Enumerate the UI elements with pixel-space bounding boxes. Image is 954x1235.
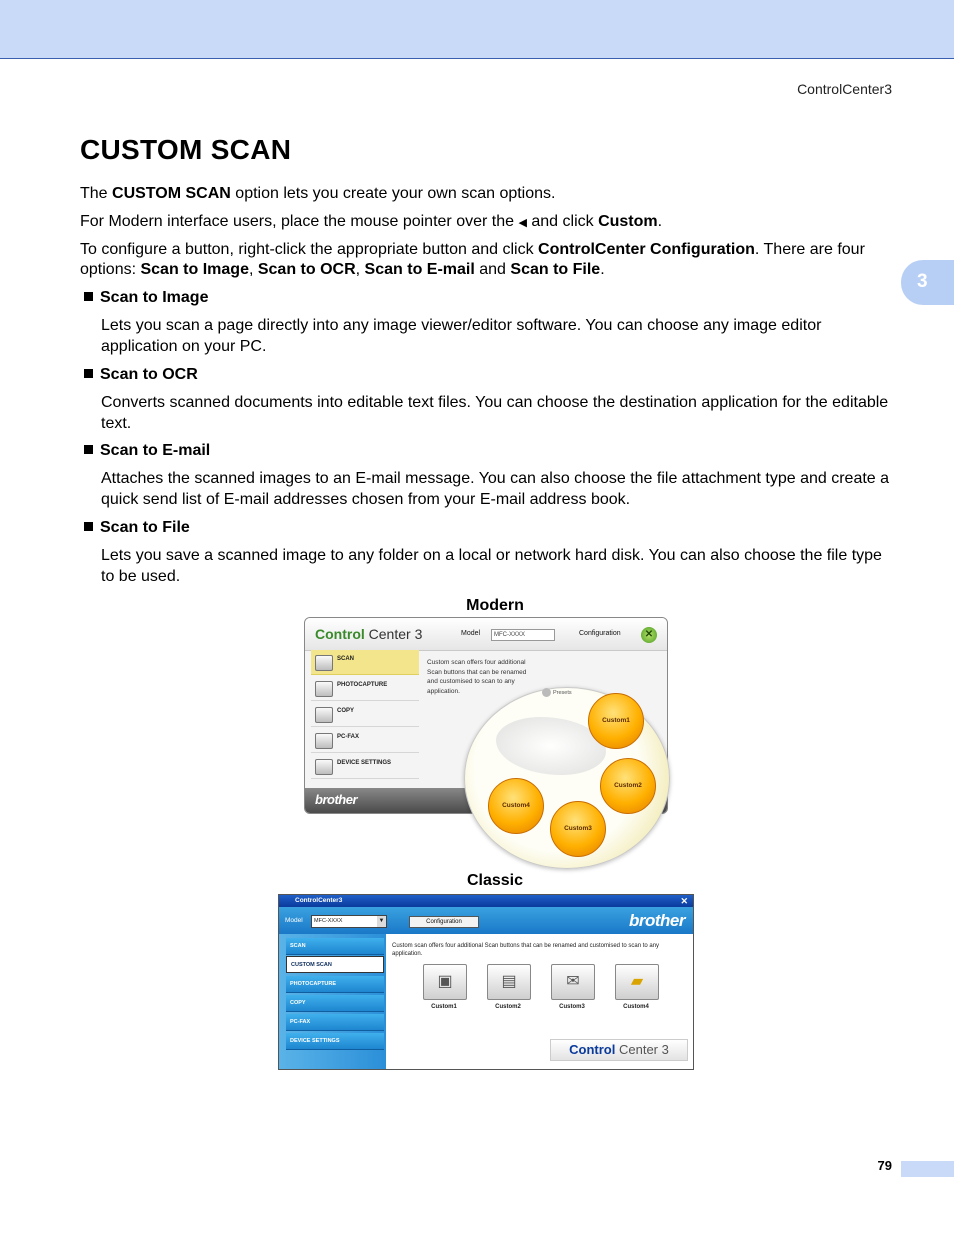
footer-band: [901, 1161, 954, 1177]
brother-logo: brother: [315, 792, 357, 807]
classic-nav-copy[interactable]: COPY: [286, 995, 384, 1012]
classic-titlebar: [279, 895, 693, 907]
chevron-down-icon[interactable]: ▼: [377, 916, 386, 927]
classic-sidebar: [279, 934, 386, 1069]
camera-icon: [315, 681, 333, 697]
page-number: 79: [877, 1158, 892, 1173]
chapter-tab: [901, 260, 954, 305]
custom4-button[interactable]: Custom4: [488, 778, 544, 834]
modern-toolbar: [305, 618, 667, 651]
chapter-number: 3: [917, 271, 928, 292]
header-band: [0, 0, 954, 59]
custom3-button[interactable]: Custom3: [550, 801, 606, 857]
presets-button[interactable]: Presets: [542, 688, 572, 697]
classic-nav-device-settings[interactable]: DEVICE SETTINGS: [286, 1033, 384, 1050]
device-settings-icon: [315, 759, 333, 775]
modern-item-pc-fax[interactable]: PC-FAX: [311, 728, 419, 753]
custom1-button[interactable]: ▣ Custom1: [423, 964, 465, 1010]
modern-item-photocapture[interactable]: PHOTOCAPTURE: [311, 676, 419, 701]
model-label: Model: [461, 630, 481, 637]
intro-paragraph-1: The CUSTOM SCAN option lets you create your own scan options.: [80, 185, 556, 202]
option-heading: Scan to OCR: [84, 365, 198, 385]
intro-paragraph-2: For Modern interface users, place the mouse pointer over the ◀ and click Custom.: [80, 213, 663, 230]
classic-nav-photocapture[interactable]: PHOTOCAPTURE: [286, 976, 384, 993]
custom2-button[interactable]: Custom2: [600, 758, 656, 814]
bullet-square-icon: [84, 292, 93, 301]
option-text: Converts scanned documents into editable text files. You can choose the destination application for the editable text.: [101, 394, 889, 432]
classic-main-panel: [386, 934, 693, 1069]
option-text: Lets you scan a page directly into any image viewer/editor software. You can choose any image editor application on your PC.: [101, 317, 822, 355]
classic-nav-pc-fax[interactable]: PC-FAX: [286, 1014, 384, 1031]
classic-nav-scan[interactable]: SCAN: [286, 938, 384, 955]
modern-description: Custom scan offers four additional Scan buttons that can be renamed and customised to scan to any application.: [427, 659, 527, 695]
modern-item-scan[interactable]: SCAN: [311, 650, 419, 675]
classic-nav-custom-scan[interactable]: CUSTOM SCAN: [286, 956, 384, 973]
document-icon: ▤: [487, 964, 531, 1000]
intro-paragraph-3: To configure a button, right-click the appropriate button and click ControlCenter Configuration. There are four options: Scan to Image, Scan to OCR, Scan to E-mail and Scan to File.: [80, 241, 865, 278]
classic-window-title: ControlCenter3: [295, 897, 343, 904]
fax-icon: [315, 733, 333, 749]
close-icon[interactable]: ✕: [680, 896, 688, 906]
modern-ui-screenshot: [304, 617, 668, 867]
arrow-left-icon: ◀: [518, 217, 527, 229]
copier-icon: [315, 707, 333, 723]
classic-description: Custom scan offers four additional Scan buttons that can be renamed and customised to scan to any application.: [392, 943, 660, 957]
bullet-square-icon: [84, 369, 93, 378]
caption-modern: Modern: [466, 597, 524, 614]
custom4-button[interactable]: ▰ Custom4: [615, 964, 657, 1010]
running-title: ControlCenter3: [797, 81, 892, 97]
modern-item-device-settings[interactable]: DEVICE SETTINGS: [311, 754, 419, 779]
bullet-square-icon: [84, 445, 93, 454]
model-select[interactable]: MFC-XXXX: [491, 629, 555, 641]
controlcenter-logo: Control Center 3: [315, 626, 423, 642]
custom3-button[interactable]: ✉ Custom3: [551, 964, 593, 1010]
custom2-button[interactable]: ▤ Custom2: [487, 964, 529, 1010]
presets-icon: [542, 688, 551, 697]
option-heading: Scan to File: [84, 518, 190, 538]
controlcenter-logo: Control Center 3: [550, 1039, 688, 1061]
caption-classic: Classic: [466, 872, 524, 889]
bullet-square-icon: [84, 522, 93, 531]
option-text: Attaches the scanned images to an E-mail message. You can also choose the file attachment type and create a quick send list of E-mail addresses chosen from your E-mail address book.: [101, 470, 890, 508]
folder-icon: ▰: [615, 964, 659, 1000]
envelope-icon: ✉: [551, 964, 595, 1000]
brother-logo: brother: [629, 911, 685, 930]
scanner-icon: [315, 655, 333, 671]
page-title: CUSTOM SCAN: [80, 134, 292, 165]
modern-item-copy[interactable]: COPY: [311, 702, 419, 727]
option-heading: Scan to Image: [84, 288, 208, 308]
configuration-button[interactable]: Configuration: [579, 630, 621, 637]
configuration-button[interactable]: Configuration: [409, 916, 479, 928]
classic-ui-screenshot: [278, 894, 694, 1070]
close-icon[interactable]: ✕: [641, 627, 657, 643]
model-label: Model: [285, 917, 303, 924]
image-icon: ▣: [423, 964, 467, 1000]
model-select[interactable]: MFC-XXXX ▼: [311, 915, 387, 928]
option-heading: Scan to E-mail: [84, 441, 210, 461]
option-text: Lets you save a scanned image to any folder on a local or network hard disk. You can also choose the file type to be used.: [101, 547, 882, 585]
custom1-button[interactable]: Custom1: [588, 693, 644, 749]
